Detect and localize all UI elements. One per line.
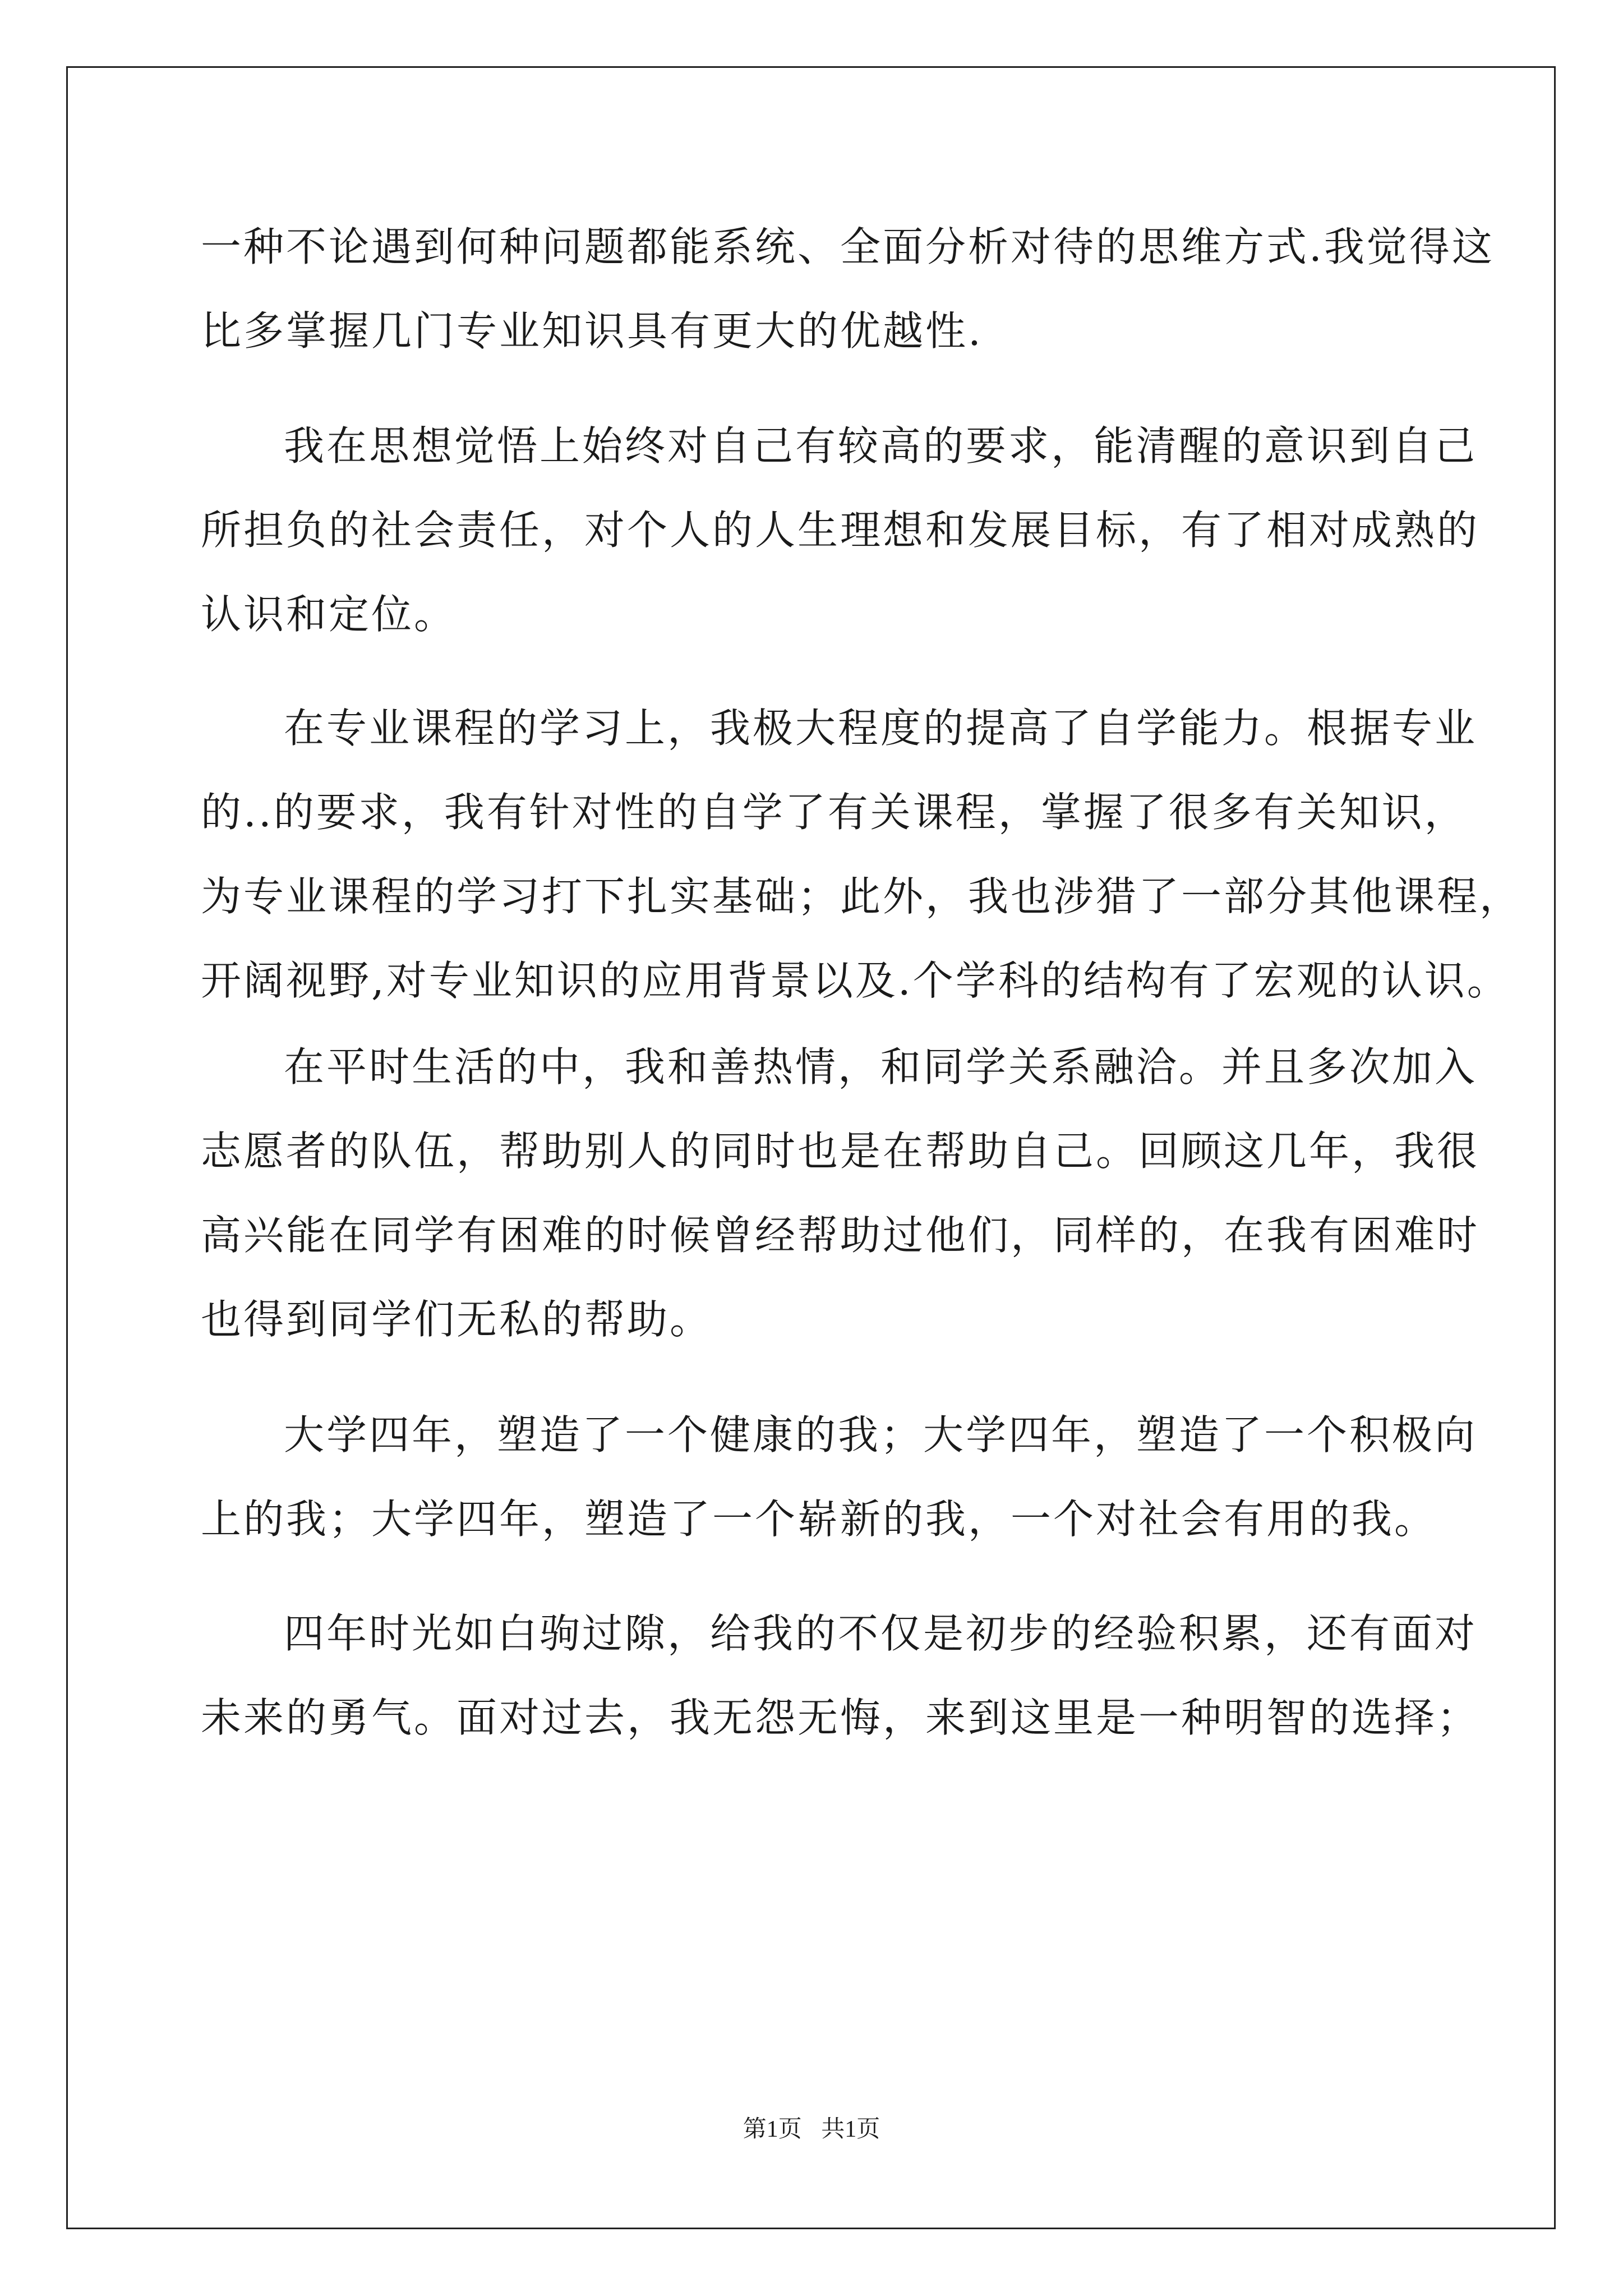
paragraph-start-line: 我在思想觉悟上始终对自己有较高的要求，能清醒的意识到自己	[284, 422, 1478, 470]
text-line: 开阔视野,对专业知识的应用背景以及.个学科的结构有了宏观的认识。	[201, 957, 1510, 1004]
text-line: 上的我；大学四年，塑造了一个崭新的我，一个对社会有用的我。	[201, 1496, 1437, 1543]
page-total: 共1页	[821, 2116, 880, 2142]
paragraph-start-line: 在专业课程的学习上，我极大程度的提高了自学能力。根据专业	[284, 705, 1478, 752]
text-line: 未来的勇气。面对过去，我无怨无悔，来到这里是一种明智的选择；	[201, 1694, 1480, 1741]
text-line: 志愿者的队伍，帮助别人的同时也是在帮助自己。回顾这几年，我很	[201, 1128, 1480, 1175]
text-line: 认识和定位。	[201, 591, 457, 638]
text-line: 高兴能在同学有困难的时候曾经帮助过他们，同样的，在我有困难时	[201, 1212, 1480, 1259]
paragraph-start-line: 四年时光如白驹过隙，给我的不仅是初步的经验积累，还有面对	[284, 1610, 1478, 1657]
page-number: 第1页	[743, 2116, 802, 2142]
text-line: 所担负的社会责任，对个人的人生理想和发展目标，有了相对成熟的	[201, 507, 1480, 554]
paragraph-start-line: 在平时生活的中，我和善热情，和同学关系融洽。并且多次加入	[284, 1043, 1478, 1091]
page-footer	[0, 2113, 1623, 2146]
text-line: 也得到同学们无私的帮助。	[201, 1296, 713, 1343]
text-line: 比多掌握几门专业知识具有更大的优越性.	[201, 307, 983, 355]
text-line: 为专业课程的学习打下扎实基础；此外，我也涉猎了一部分其他课程，	[201, 873, 1523, 920]
text-line: 一种不论遇到何种问题都能系统、全面分析对待的思维方式.我觉得这	[201, 223, 1495, 270]
paragraph-start-line: 大学四年，塑造了一个健康的我；大学四年，塑造了一个积极向	[284, 1411, 1478, 1458]
text-line: 的..的要求，我有针对性的自学了有关课程，掌握了很多有关知识，	[201, 789, 1467, 836]
